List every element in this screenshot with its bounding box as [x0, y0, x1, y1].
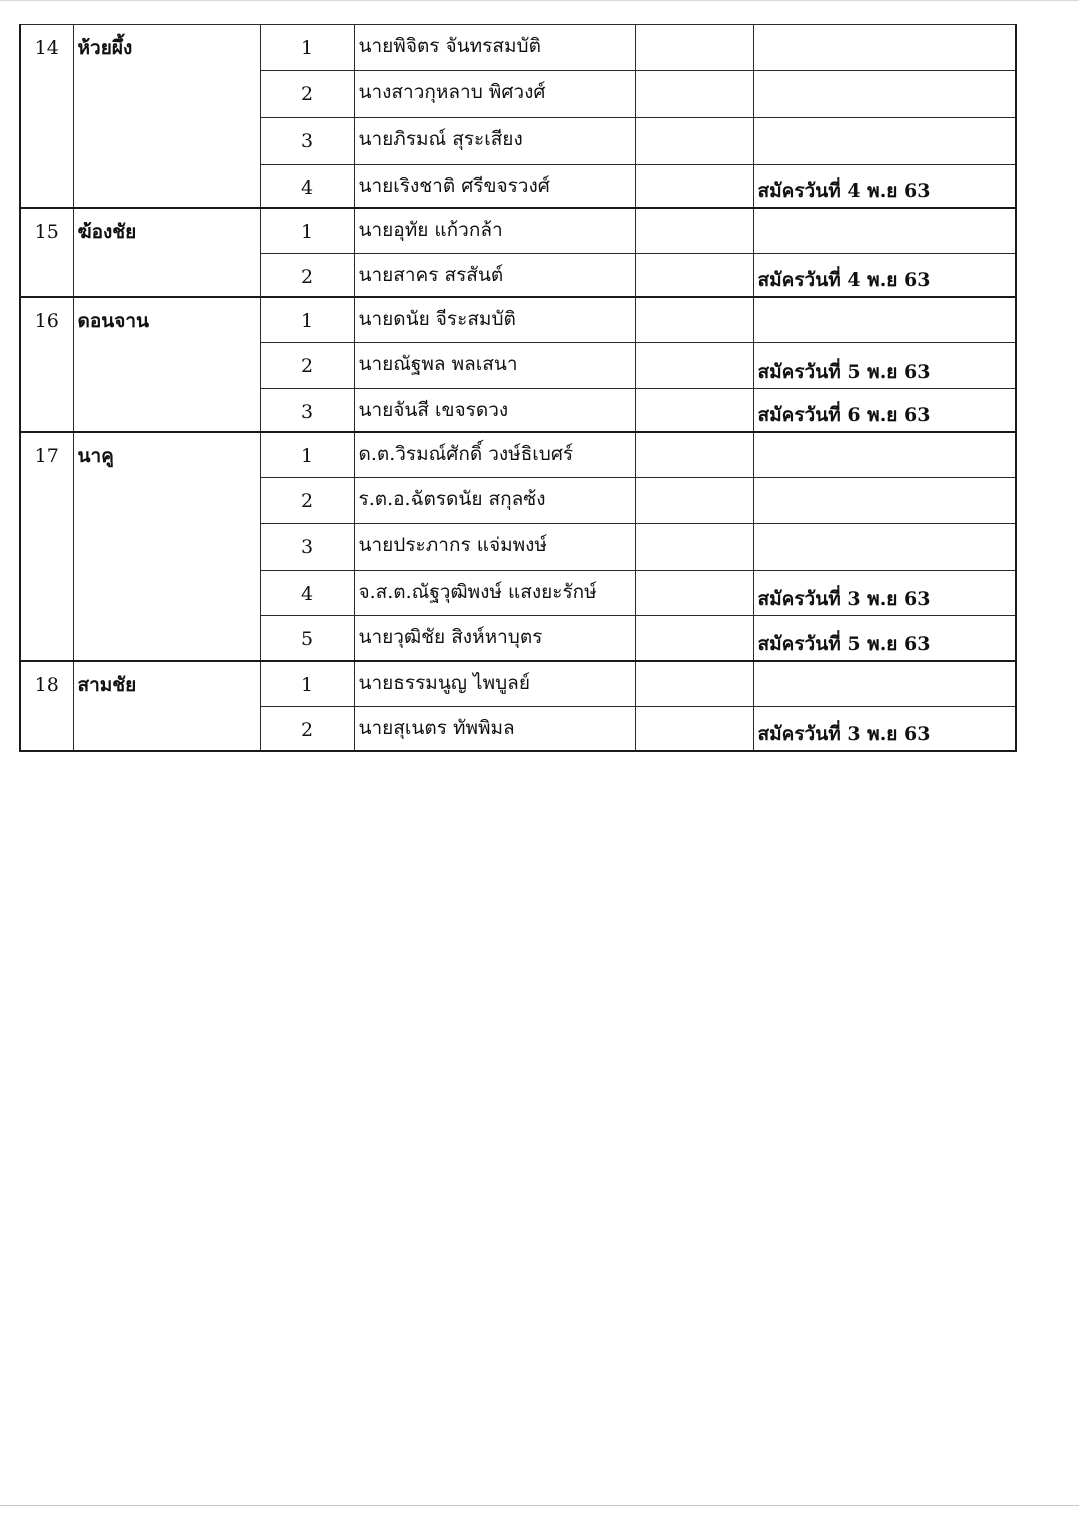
candidate-sequence: 2	[260, 254, 354, 297]
registration-note	[753, 297, 1016, 343]
candidate-sequence: 5	[260, 616, 354, 661]
candidate-sequence: 1	[260, 661, 354, 707]
blank-cell	[635, 524, 753, 571]
candidate-sequence: 1	[260, 208, 354, 254]
group-number: 18	[20, 661, 73, 751]
blank-cell	[635, 254, 753, 297]
registration-note: สมัครวันที่ 3 พ.ย 63	[753, 707, 1016, 751]
page-top-edge	[0, 0, 1079, 1]
candidate-name: นายเริงชาติ ศรีขจรวงศ์	[354, 165, 635, 208]
blank-cell	[635, 616, 753, 661]
candidate-sequence: 3	[260, 524, 354, 571]
candidate-sequence: 1	[260, 297, 354, 343]
region-name: ห้วยผึ้ง	[73, 25, 260, 208]
blank-cell	[635, 71, 753, 118]
blank-cell	[635, 25, 753, 71]
group-number: 14	[20, 25, 73, 208]
table-row	[20, 661, 1016, 707]
registration-note	[753, 432, 1016, 478]
candidate-sequence: 2	[260, 343, 354, 389]
blank-cell	[635, 389, 753, 432]
region-name: สามชัย	[73, 661, 260, 751]
candidate-name: นายอุทัย แก้วกล้า	[354, 208, 635, 254]
candidate-name: ร.ต.อ.ฉัตรดนัย สกุลซ้ง	[354, 478, 635, 524]
candidate-name: จ.ส.ต.ณัฐวุฒิพงษ์ แสงยะรักษ์	[354, 571, 635, 616]
candidate-name: นายพิจิตร จันทรสมบัติ	[354, 25, 635, 71]
candidate-sequence: 3	[260, 118, 354, 165]
registration-note	[753, 25, 1016, 71]
table-body	[20, 25, 1016, 751]
registration-note	[753, 478, 1016, 524]
candidate-name: นายณัฐพล พลเสนา	[354, 343, 635, 389]
candidate-name: นายวุฒิชัย สิงห์หาบุตร	[354, 616, 635, 661]
candidate-sequence: 2	[260, 478, 354, 524]
blank-cell	[635, 343, 753, 389]
table-row	[20, 297, 1016, 343]
group-number: 15	[20, 208, 73, 297]
candidate-name: ด.ต.วิรมณ์ศักดิ์ วงษ์ธิเบศร์	[354, 432, 635, 478]
blank-cell	[635, 571, 753, 616]
blank-cell	[635, 165, 753, 208]
candidate-sequence: 2	[260, 71, 354, 118]
registration-note	[753, 661, 1016, 707]
candidate-sequence: 1	[260, 432, 354, 478]
group-number: 16	[20, 297, 73, 432]
table-row	[20, 208, 1016, 254]
candidate-name: นายสาคร สรสันต์	[354, 254, 635, 297]
candidate-name: นายภิรมณ์ สุระเสียง	[354, 118, 635, 165]
registration-note	[753, 524, 1016, 571]
blank-cell	[635, 297, 753, 343]
candidate-sequence: 4	[260, 165, 354, 208]
registration-note	[753, 208, 1016, 254]
blank-cell	[635, 707, 753, 751]
blank-cell	[635, 118, 753, 165]
registration-note	[753, 118, 1016, 165]
page-bottom-edge	[0, 1505, 1079, 1506]
blank-cell	[635, 478, 753, 524]
region-name: ฆ้องชัย	[73, 208, 260, 297]
candidate-name: นายประภากร แจ่มพงษ์	[354, 524, 635, 571]
candidate-name: นายสุเนตร ทัพพิมล	[354, 707, 635, 751]
group-number: 17	[20, 432, 73, 661]
blank-cell	[635, 661, 753, 707]
registration-note: สมัครวันที่ 6 พ.ย 63	[753, 389, 1016, 432]
registration-note	[753, 71, 1016, 118]
candidate-name: นางสาวกุหลาบ พิศวงศ์	[354, 71, 635, 118]
candidate-table	[19, 24, 1017, 752]
candidate-name: นายดนัย จีระสมบัติ	[354, 297, 635, 343]
registration-note: สมัครวันที่ 4 พ.ย 63	[753, 165, 1016, 208]
registration-note: สมัครวันที่ 5 พ.ย 63	[753, 343, 1016, 389]
candidate-sequence: 2	[260, 707, 354, 751]
region-name: นาคู	[73, 432, 260, 661]
blank-cell	[635, 432, 753, 478]
candidate-name: นายจันสี เขจรดวง	[354, 389, 635, 432]
candidate-sequence: 1	[260, 25, 354, 71]
candidate-sequence: 3	[260, 389, 354, 432]
candidate-name: นายธรรมนูญ ไพบูลย์	[354, 661, 635, 707]
candidate-sequence: 4	[260, 571, 354, 616]
table-row	[20, 25, 1016, 71]
region-name: ดอนจาน	[73, 297, 260, 432]
blank-cell	[635, 208, 753, 254]
registration-note: สมัครวันที่ 3 พ.ย 63	[753, 571, 1016, 616]
registration-note: สมัครวันที่ 4 พ.ย 63	[753, 254, 1016, 297]
table-row	[20, 432, 1016, 478]
registration-note: สมัครวันที่ 5 พ.ย 63	[753, 616, 1016, 661]
